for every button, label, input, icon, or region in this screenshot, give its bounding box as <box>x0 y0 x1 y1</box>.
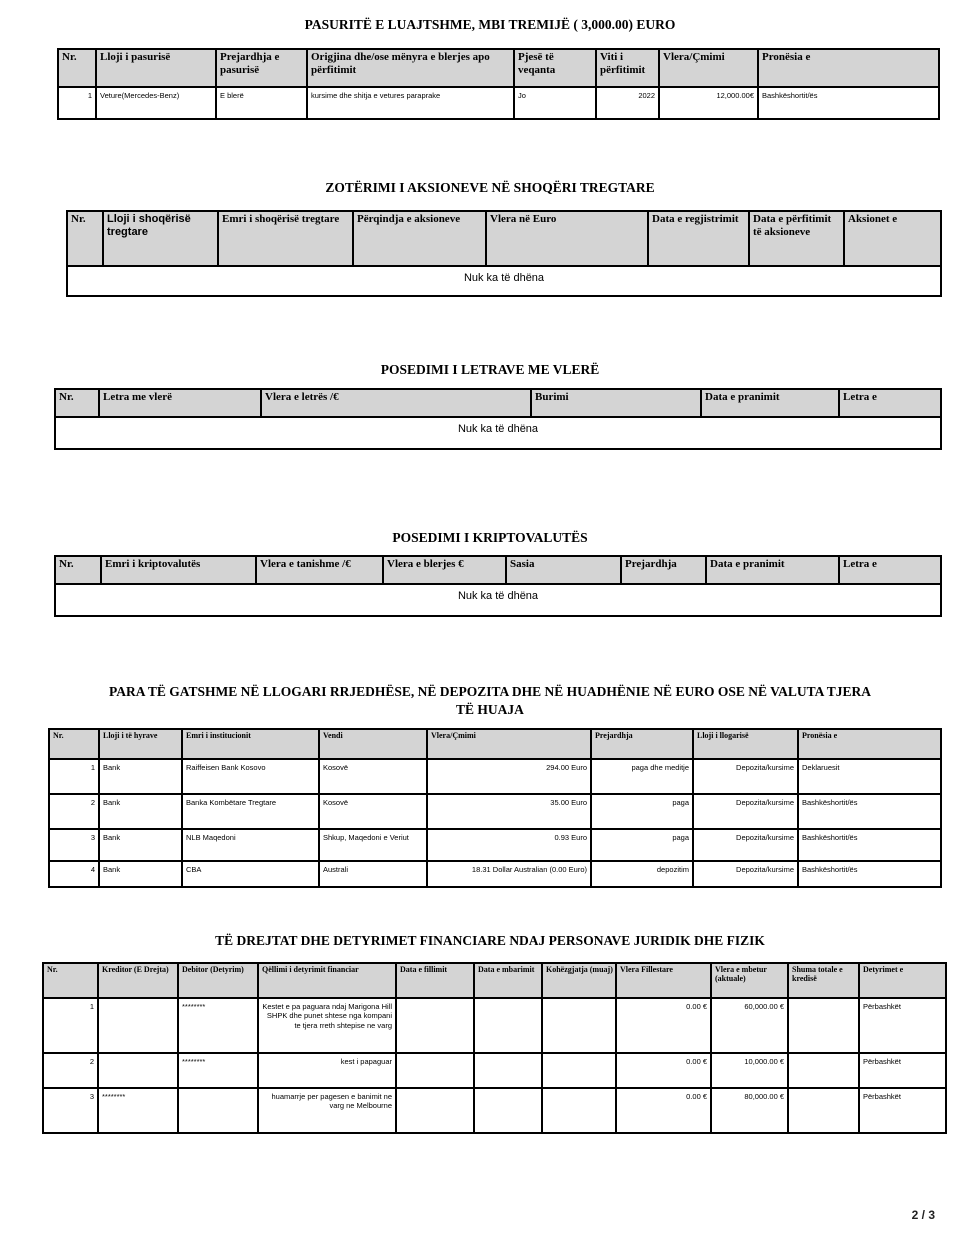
column-header: Nr. <box>55 389 99 417</box>
column-header: Shuma totale e kredisë <box>788 963 859 998</box>
table-para-te-gatshme <box>48 728 942 888</box>
table-cell: CBA <box>182 861 319 887</box>
table-cell: Bank <box>99 794 182 829</box>
table-cell: Deklaruesit <box>798 759 941 794</box>
table-cell: 4 <box>49 861 99 887</box>
column-header: Letra me vlerë <box>99 389 261 417</box>
table-kriptovalutes <box>54 555 942 617</box>
section-title-detyrimet-financiare: TË DREJTAT DHE DETYRIMET FINANCIARE NDAJ PERSONAVE JURIDIK DHE FIZIK <box>215 933 765 948</box>
column-header: Sasia <box>506 556 621 584</box>
table-cell: 294.00 Euro <box>427 759 591 794</box>
column-header: Nr. <box>58 49 96 87</box>
table-cell: NLB Maqedoni <box>182 829 319 861</box>
column-header: Lloji i shoqërisë tregtare <box>103 211 218 266</box>
empty-row-text: Nuk ka të dhëna <box>55 584 941 616</box>
table-cell: Depozita/kursime <box>693 759 798 794</box>
table-cell: Jo <box>514 87 596 119</box>
table-cell <box>396 998 474 1053</box>
column-header: Prejardhja <box>591 729 693 759</box>
table-cell: 2 <box>43 1053 98 1088</box>
table-cell: ******** <box>178 1053 258 1088</box>
table-row <box>49 759 941 794</box>
table-cell: E blerë <box>216 87 307 119</box>
table-cell <box>474 1053 542 1088</box>
column-header: Burimi <box>531 389 701 417</box>
table-cell: Depozita/kursime <box>693 794 798 829</box>
column-header: Data e përfitimit të aksioneve <box>749 211 844 266</box>
table-zoterimi-aksioneve <box>66 210 942 297</box>
table-cell <box>396 1088 474 1133</box>
column-header: Detyrimet e <box>859 963 946 998</box>
column-header: Vlera e tanishme /€ <box>256 556 383 584</box>
table-cell: Bank <box>99 759 182 794</box>
table-row <box>49 829 941 861</box>
table-cell: kursime dhe shitja e vetures paraprake <box>307 87 514 119</box>
column-header: Origjina dhe/ose mënyra e blerjes apo përfitimit <box>307 49 514 87</box>
column-header: Pronësia e <box>798 729 941 759</box>
table-cell: paga <box>591 794 693 829</box>
column-header: Vlera e blerjes € <box>383 556 506 584</box>
column-header: Vlera/Çmimi <box>427 729 591 759</box>
table-cell: 3 <box>43 1088 98 1133</box>
column-header: Kohëzgjatja (muaj) <box>542 963 616 998</box>
table-cell <box>788 1053 859 1088</box>
table-cell: Bashkëshortit/ës <box>798 794 941 829</box>
table-cell: paga <box>591 829 693 861</box>
column-header: Nr. <box>43 963 98 998</box>
table-row <box>43 998 946 1053</box>
table-cell: Shkup, Maqedoni e Veriut <box>319 829 427 861</box>
table-cell: Veture(Mercedes-Benz) <box>96 87 216 119</box>
column-header: Emri i kriptovalutës <box>101 556 256 584</box>
table-cell <box>788 1088 859 1133</box>
table-cell: 0.00 € <box>616 1053 711 1088</box>
column-header: Data e fillimit <box>396 963 474 998</box>
column-header: Viti i përfitimit <box>596 49 659 87</box>
table-cell: Banka Kombëtare Tregtare <box>182 794 319 829</box>
table-cell: Kosovë <box>319 759 427 794</box>
table-cell: 2 <box>49 794 99 829</box>
column-header: Pronësia e <box>758 49 939 87</box>
column-header: Vlera në Euro <box>486 211 648 266</box>
table-cell <box>542 1053 616 1088</box>
table-detyrimet-financiare <box>42 962 947 1134</box>
table-cell: Australi <box>319 861 427 887</box>
table-cell: 35.00 Euro <box>427 794 591 829</box>
column-header: Lloji i të hyrave <box>99 729 182 759</box>
column-header: Aksionet e <box>844 211 941 266</box>
table-cell: 1 <box>49 759 99 794</box>
column-header: Emri i shoqërisë tregtare <box>218 211 353 266</box>
table-cell: 2022 <box>596 87 659 119</box>
column-header: Prejardhja <box>621 556 706 584</box>
section-title-para-te-gatshme: PARA TË GATSHME NË LLOGARI RRJEDHËSE, NË DEPOZITA DHE NË HUADHËNIE NË EURO OSE NË VALUTA TJERA TË HUAJA <box>108 684 872 717</box>
column-header: Prejardhja e pasurisë <box>216 49 307 87</box>
table-cell: Përbashkët <box>859 1053 946 1088</box>
table-cell: 0.00 € <box>616 998 711 1053</box>
table-cell: depozitim <box>591 861 693 887</box>
table-row <box>58 87 939 119</box>
table-cell: Kosovë <box>319 794 427 829</box>
column-header: Vlera Fillestare <box>616 963 711 998</box>
table-cell: Përbashkët <box>859 998 946 1053</box>
column-header: Letra e <box>839 389 941 417</box>
empty-row-text: Nuk ka të dhëna <box>67 266 941 296</box>
table-letrave-me-vlere <box>54 388 942 450</box>
table-cell: ******** <box>98 1088 178 1133</box>
table-cell: Depozita/kursime <box>693 829 798 861</box>
column-header: Debitor (Detyrim) <box>178 963 258 998</box>
section-title-letrave-me-vlere: POSEDIMI I LETRAVE ME VLERË <box>380 362 600 377</box>
column-header: Nr. <box>49 729 99 759</box>
table-cell: 80,000.00 € <box>711 1088 788 1133</box>
table-cell: Depozita/kursime <box>693 861 798 887</box>
column-header: Data e mbarimit <box>474 963 542 998</box>
table-row <box>43 1053 946 1088</box>
empty-row-text: Nuk ka të dhëna <box>55 417 941 449</box>
table-cell <box>474 998 542 1053</box>
column-header: Lloji i llogarisë <box>693 729 798 759</box>
column-header: Nr. <box>55 556 101 584</box>
table-cell: Kestet e pa paguara ndaj Marigona Hill SHPK dhe punet shtese nga kompani te tjera rreth shtepise ne varg <box>258 998 396 1053</box>
column-header: Vendi <box>319 729 427 759</box>
table-cell: Bashkëshortit/ës <box>758 87 939 119</box>
table-row <box>49 861 941 887</box>
table-cell: Bank <box>99 861 182 887</box>
table-cell: 10,000.00 € <box>711 1053 788 1088</box>
column-header: Data e regjistrimit <box>648 211 749 266</box>
column-header: Kreditor (E Drejta) <box>98 963 178 998</box>
table-cell: 18.31 Dollar Australian (0.00 Euro) <box>427 861 591 887</box>
table-cell: paga dhe meditje <box>591 759 693 794</box>
table-cell <box>98 1053 178 1088</box>
table-cell <box>542 998 616 1053</box>
table-cell <box>542 1088 616 1133</box>
column-header: Vlera e mbetur (aktuale) <box>711 963 788 998</box>
section-title-zoterimi-aksioneve: ZOTËRIMI I AKSIONEVE NË SHOQËRI TREGTARE <box>325 180 655 195</box>
table-cell <box>178 1088 258 1133</box>
table-cell: 1 <box>58 87 96 119</box>
column-header: Vlera e letrës /€ <box>261 389 531 417</box>
table-cell: Bashkëshortit/ës <box>798 829 941 861</box>
table-cell: 0.93 Euro <box>427 829 591 861</box>
table-cell: Raiffeisen Bank Kosovo <box>182 759 319 794</box>
table-cell: 3 <box>49 829 99 861</box>
column-header: Nr. <box>67 211 103 266</box>
table-cell <box>788 998 859 1053</box>
table-cell <box>396 1053 474 1088</box>
column-header: Qëllimi i detyrimit financiar <box>258 963 396 998</box>
column-header: Emri i institucionit <box>182 729 319 759</box>
table-cell: kest i papaguar <box>258 1053 396 1088</box>
page-number: 2 / 3 <box>911 1208 935 1222</box>
table-cell <box>98 998 178 1053</box>
table-cell: Bank <box>99 829 182 861</box>
table-cell: 60,000.00 € <box>711 998 788 1053</box>
column-header: Pjesë të veqanta <box>514 49 596 87</box>
column-header: Data e pranimit <box>701 389 839 417</box>
table-cell: Përbashkët <box>859 1088 946 1133</box>
table-cell: 12,000.00€ <box>659 87 758 119</box>
table-cell: Bashkëshortit/ës <box>798 861 941 887</box>
section-title-pasurite-e-luajtshme: PASURITË E LUAJTSHME, MBI TREMIJË ( 3,000.00) EURO <box>304 17 676 32</box>
column-header: Lloji i pasurisë <box>96 49 216 87</box>
table-cell: ******** <box>178 998 258 1053</box>
table-row <box>49 794 941 829</box>
table-row <box>43 1088 946 1133</box>
table-cell <box>474 1088 542 1133</box>
table-cell: 0.00 € <box>616 1088 711 1133</box>
column-header: Vlera/Çmimi <box>659 49 758 87</box>
column-header: Data e pranimit <box>706 556 839 584</box>
column-header: Letra e <box>839 556 941 584</box>
table-pasurite-e-luajtshme <box>57 48 940 120</box>
table-cell: 1 <box>43 998 98 1053</box>
table-cell: huamarrje per pagesen e banimit ne varg ne Melbourne <box>258 1088 396 1133</box>
section-title-kriptovalutes: POSEDIMI I KRIPTOVALUTËS <box>392 530 588 545</box>
column-header: Përqindja e aksioneve <box>353 211 486 266</box>
